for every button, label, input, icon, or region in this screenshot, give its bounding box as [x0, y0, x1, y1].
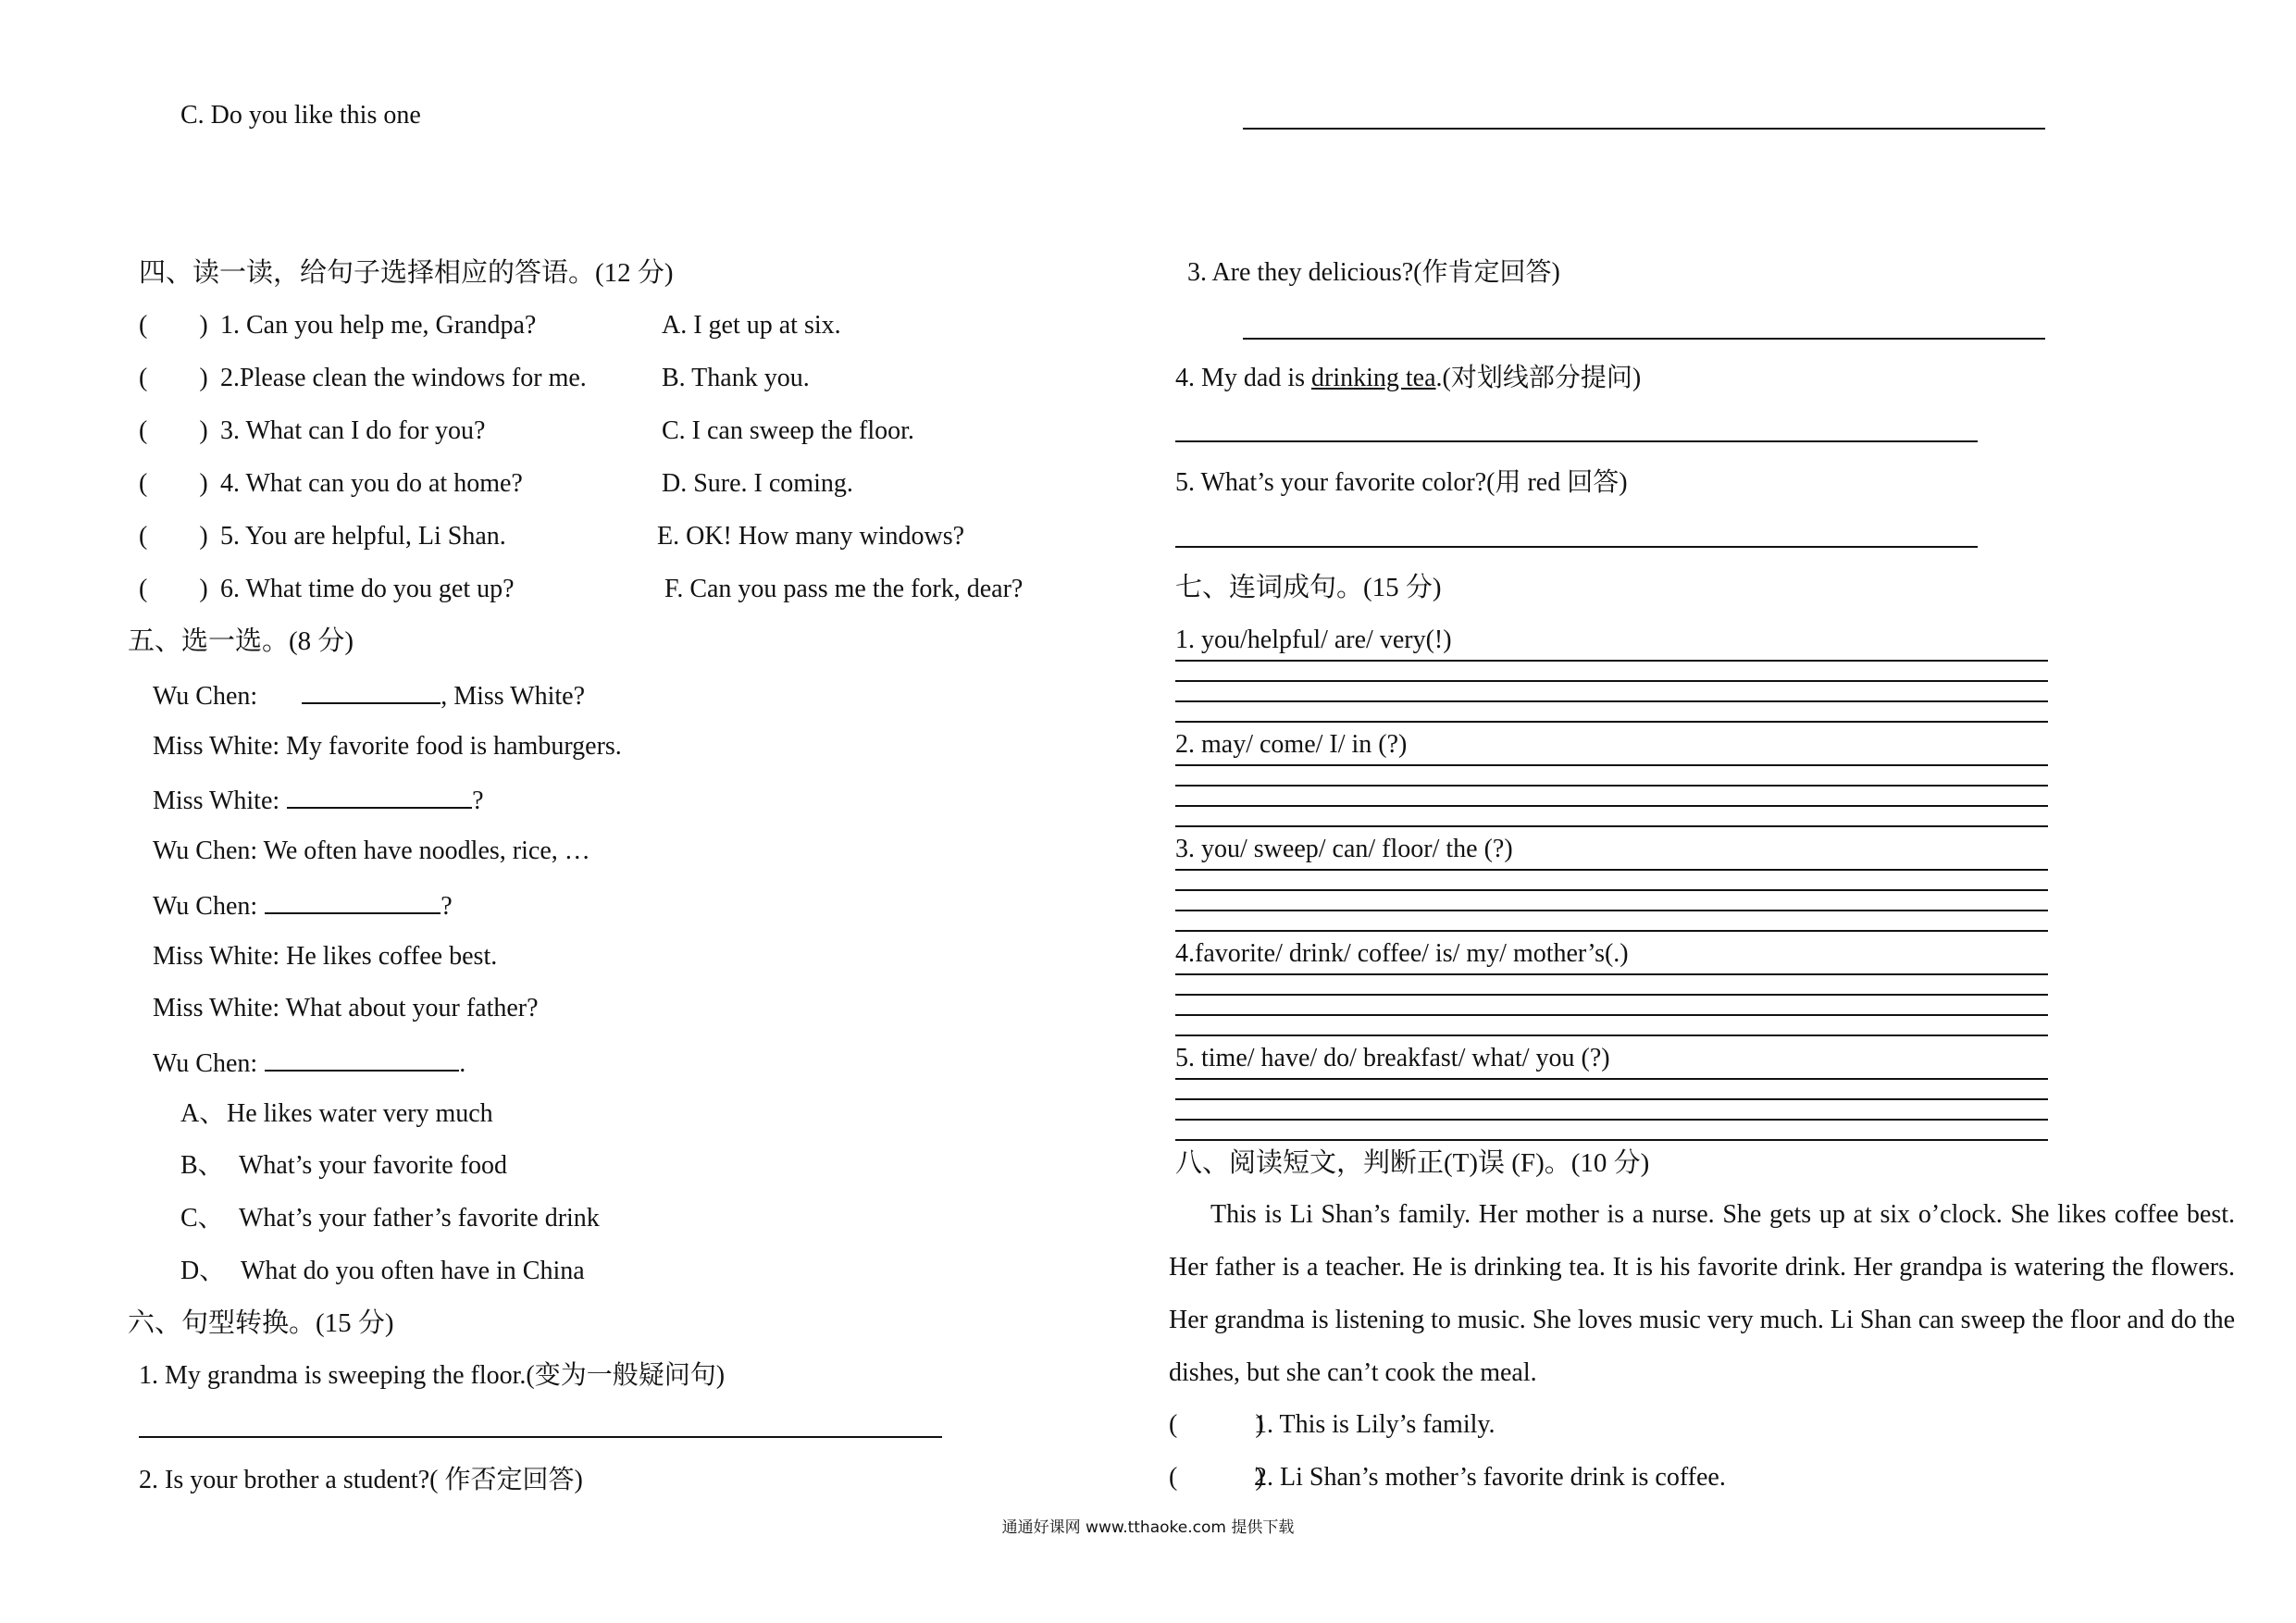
word-order-item-2: 2. may/ come/ I/ in (?): [1175, 730, 1408, 759]
judge-item-2: 2. Li Shan’s mother’s favorite drink is coffee.: [1254, 1463, 1726, 1492]
dialogue-blank-1[interactable]: [302, 678, 441, 704]
transform-q1: 1. My grandma is sweeping the floor.(变为一般疑问句): [139, 1361, 726, 1390]
choice-d-text: What do you often have in China: [241, 1257, 585, 1285]
underlined-phrase: drinking tea: [1311, 364, 1436, 392]
judge-item-1: 1. This is Lily’s family.: [1254, 1410, 1496, 1439]
word-order-item-4: 4.favorite/ drink/ coffee/ is/ my/ mother’s(.): [1175, 939, 1629, 968]
choice-c-text: What’s your father’s favorite drink: [239, 1204, 600, 1233]
choice-a-letter: A、: [180, 1099, 226, 1128]
answer-f: F. Can you pass me the fork, dear?: [664, 575, 1024, 603]
answer-a: A. I get up at six.: [662, 311, 841, 340]
transform-q5: 5. What’s your favorite color?(用 red 回答): [1175, 468, 1628, 497]
answer-c: C. I can sweep the floor.: [662, 416, 914, 445]
question-2: 2.Please clean the windows for me.: [220, 364, 587, 392]
dialogue-line-4: Wu Chen: We often have noodles, rice, …: [153, 836, 590, 865]
section-8-title: 八、阅读短文，判断正(T)误 (F)。(10 分): [1175, 1148, 1650, 1178]
dialogue-line-1: Wu Chen: , Miss White?: [153, 678, 585, 712]
choice-d-letter: D、: [180, 1257, 226, 1285]
transform-q3: 3. Are they delicious?(作肯定回答): [1187, 258, 1560, 287]
speaker: Wu Chen:: [153, 892, 258, 921]
answer-line-q4[interactable]: [1175, 440, 1978, 442]
transform-q2: 2. Is your brother a student?( 作否定回答): [139, 1466, 583, 1494]
choice-a-text: He likes water very much: [227, 1099, 493, 1128]
answer-slot-1[interactable]: ( ): [139, 311, 208, 340]
question-3: 3. What can I do for you?: [220, 416, 486, 445]
answer-line-q5[interactable]: [1175, 546, 1978, 548]
answer-slot-5[interactable]: ( ): [139, 522, 208, 551]
answer-d: D. Sure. I coming.: [662, 469, 853, 498]
word-order-item-3: 3. you/ sweep/ can/ floor/ the (?): [1175, 835, 1513, 863]
dialogue-blank-4[interactable]: [265, 1046, 459, 1072]
option-c-text: C. Do you like this one: [180, 101, 421, 130]
question-1: 1. Can you help me, Grandpa?: [220, 311, 537, 340]
answer-e: E. OK! How many windows?: [657, 522, 965, 551]
footer-source: 通通好课网 www.tthaoke.com 提供下载: [1001, 1518, 1295, 1537]
dialogue-line-8: Wu Chen: .: [153, 1046, 465, 1080]
dialogue-line-2: Miss White: My favorite food is hamburgers.: [153, 732, 622, 761]
answer-slot-3[interactable]: ( ): [139, 416, 208, 445]
speaker: Wu Chen:: [153, 682, 258, 711]
choice-c-letter: C、: [180, 1204, 224, 1233]
answer-slot-4[interactable]: ( ): [139, 469, 208, 498]
dialogue-blank-2[interactable]: [287, 783, 472, 809]
dialogue-line-5: Wu Chen: ?: [153, 888, 453, 923]
dialogue-line-7: Miss White: What about your father?: [153, 994, 539, 1022]
choice-b-letter: B、: [180, 1151, 224, 1180]
answer-line-q3[interactable]: [1243, 338, 2045, 340]
judge-slot-1[interactable]: ( ): [1169, 1410, 1264, 1439]
dialogue-blank-3[interactable]: [265, 888, 441, 914]
answer-slot-2[interactable]: ( ): [139, 364, 208, 392]
word-order-item-5: 5. time/ have/ do/ breakfast/ what/ you (?): [1175, 1044, 1610, 1072]
answer-line-top[interactable]: [1243, 128, 2045, 130]
section-5-title: 五、选一选。(8 分): [128, 626, 354, 656]
question-6: 6. What time do you get up?: [220, 575, 515, 603]
section-4-title: 四、读一读，给句子选择相应的答语。(12 分): [139, 258, 674, 288]
dialogue-line-3: Miss White: ?: [153, 783, 484, 817]
reading-passage: This is Li Shan’s family. Her mother is a nurse. She gets up at six o’clock. She likes coffee best. Her father is a teacher. He is drinking tea. It is his favorite drink. Her grandpa is watering the flowers. Her grandma is listening to music. She loves music very much. Li Shan can sweep the floor and do the dishes, but she can’t cook the meal.: [1169, 1200, 2235, 1387]
choice-b-text: What’s your favorite food: [239, 1151, 508, 1180]
speaker: Wu Chen:: [153, 1049, 258, 1078]
speaker: Miss White:: [153, 787, 280, 815]
section-6-title: 六、句型转换。(15 分): [128, 1308, 394, 1338]
answer-line-q1[interactable]: [139, 1436, 942, 1438]
transform-q4: 4. My dad is drinking tea.(对划线部分提问): [1175, 364, 1642, 392]
section-7-title: 七、连词成句。(15 分): [1175, 573, 1442, 602]
question-5: 5. You are helpful, Li Shan.: [220, 522, 506, 551]
question-4: 4. What can you do at home?: [220, 469, 523, 498]
word-order-item-1: 1. you/helpful/ are/ very(!): [1175, 626, 1452, 654]
judge-slot-2[interactable]: ( ): [1169, 1463, 1264, 1492]
answer-b: B. Thank you.: [662, 364, 810, 392]
dialogue-line-6: Miss White: He likes coffee best.: [153, 942, 498, 971]
answer-slot-6[interactable]: ( ): [139, 575, 208, 603]
